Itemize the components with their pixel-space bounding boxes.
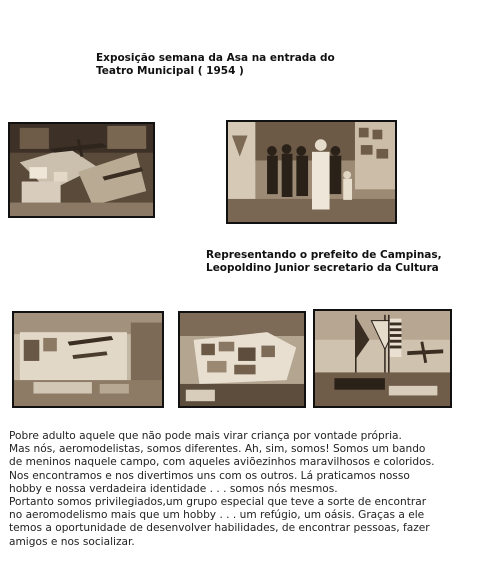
body-line: de meninos naquele campo, com aqueles aviõezinhos maravilhosos e coloridos. xyxy=(9,456,435,469)
body-line: Portanto somos privilegiados,um grupo especial que teve a sorte de encontrar xyxy=(9,496,427,509)
body-line: hobby e nossa verdadeira identidade . . . somos nós mesmos. xyxy=(9,482,338,495)
body-line: Mas nós, aeromodelistas, somos diferentes. Ah, sim, somos! Somos um bando xyxy=(9,443,426,456)
body-line: Pobre adulto aquele que não pode mais virar criança por vontade própria. xyxy=(9,430,402,442)
title-line-1: Exposição semana da Asa na entrada do xyxy=(96,52,335,64)
photo-exhibition-models xyxy=(8,122,155,218)
body-line: temos a oportunidade de desenvolver habilidades, de encontrar pessoas, fazer xyxy=(9,522,430,535)
photo-exhibition-stand-1 xyxy=(12,311,164,408)
body-line: Nos encontramos e nos divertimos uns com os outros. Lá praticamos nosso xyxy=(9,469,410,482)
body-line: no aeromodelismo mais que um hobby . . . um refúgio, um oásis. Graças a ele xyxy=(9,509,425,522)
page-title xyxy=(96,52,335,78)
photo-officials xyxy=(226,120,397,224)
body-line: amigos e nos socializar. xyxy=(9,535,135,548)
title-line-2: Teatro Municipal ( 1954 ) xyxy=(96,65,244,77)
caption-line-1: Representando o prefeito de Campinas, xyxy=(206,249,442,261)
photo-exhibition-stand-2 xyxy=(178,311,306,408)
body-text xyxy=(9,430,475,549)
caption-line-2: Leopoldino Junior secretario da Cultura xyxy=(206,262,439,274)
caption-representative xyxy=(206,249,442,275)
photo-flags-display xyxy=(313,309,452,408)
